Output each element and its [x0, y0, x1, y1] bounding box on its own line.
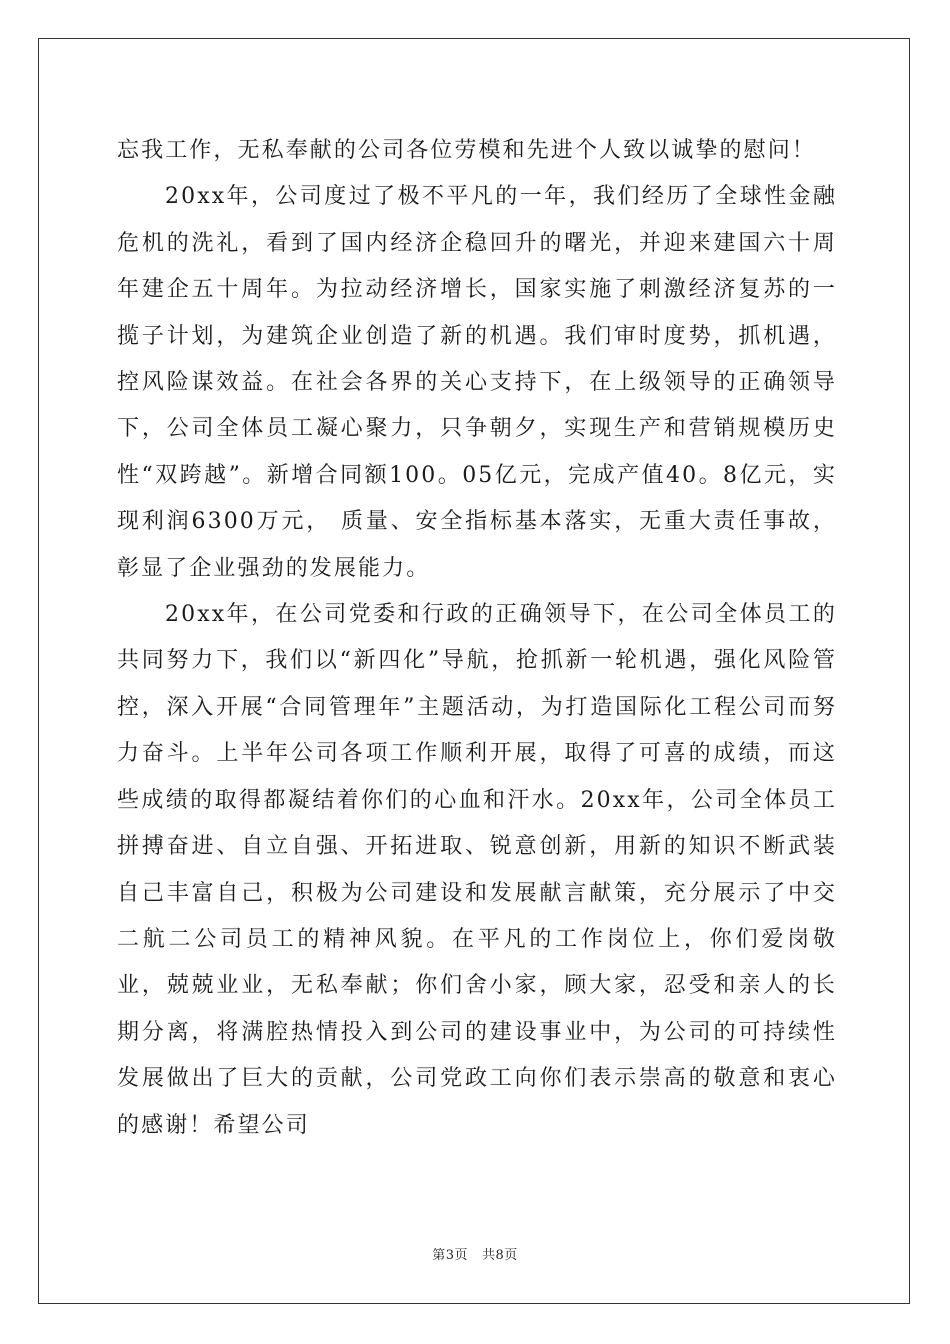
paragraph-2010-work: 20xx年，在公司党委和行政的正确领导下，在公司全体员工的共同努力下，我们以“新四化”导航，抢抓新一轮机遇，强化风险管控，深入开展“合同管理年”主题活动，为打造国际化工程公司而努力奋斗。上半年公司各项工作顺利开展，取得了可喜的成绩，而这些成绩的取得都凝结着你们的心血和汗水。20xx年，公司全体员工拼搏奋进、自立自强、开拓进取、锐意创新，用新的知识不断武装自己丰富自己，积极为公司建设和发展献言献策，充分展示了中交二航二公司员工的精神风貌。在平凡的工作岗位上，你们爱岗敬业，兢兢业业，无私奉献；你们舍小家，顾大家，忍受和亲人的长期分离，将满腔热情投入到公司的建设事业中，为公司的可持续性发展做出了巨大的贡献，公司党政工向你们表示崇高的敬意和衷心的感谢！希望公司 — [117, 602, 837, 1138]
paragraph-2009-review: 20xx年，公司度过了极不平凡的一年，我们经历了全球性金融危机的洗礼，看到了国内经济企稳回升的曙光，并迎来建国六十周年建企五十周年。为拉动经济增长，国家实施了刺激经济复苏的一揽子计划，为建筑企业创造了新的机遇。我们审时度势，抓机遇，控风险谋效益。在社会各界的关心支持下，在上级领导的正确领导下，公司全体员工凝心聚力，只争朝夕，实现生产和营销规模历史性“双跨越”。新增合同额100。05亿元，完成产值40。8亿元，实现利润6300万元， 质量、安全指标基本落实，无重大责任事故，彰显了企业强劲的发展能力。 — [117, 184, 837, 581]
paragraph-continuation: 忘我工作，无私奉献的公司各位劳模和先进个人致以诚挚的慰问！ — [117, 138, 816, 163]
document-body — [117, 128, 837, 1149]
page-number: 第3页 — [432, 1248, 469, 1263]
page-total: 共8页 — [481, 1248, 518, 1263]
page-footer — [0, 1244, 950, 1263]
